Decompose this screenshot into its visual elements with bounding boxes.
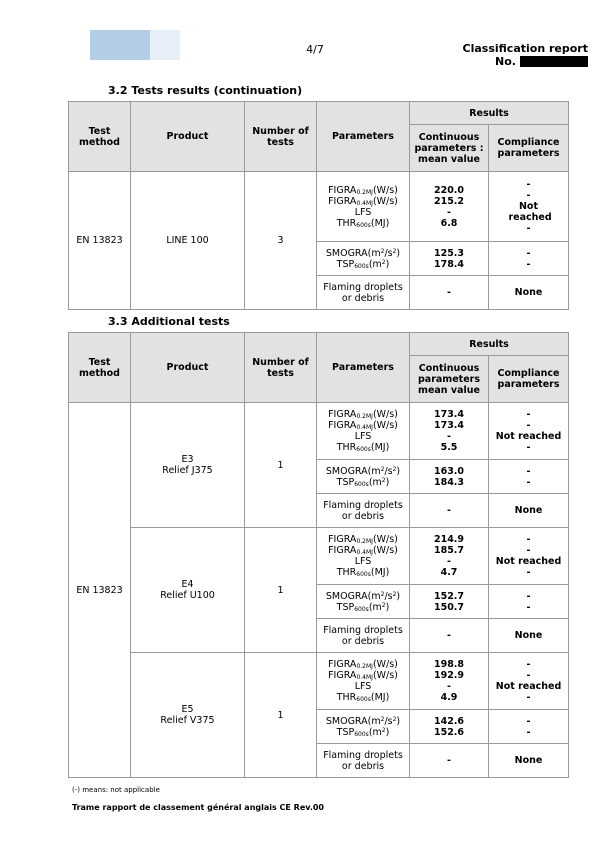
cell-flaming-value: - [410, 494, 489, 528]
header-test-method: Test method [69, 333, 131, 403]
cell-smogra-values: 163.0 184.3 [410, 460, 489, 494]
cell-test-method: EN 13823 [69, 172, 131, 310]
cell-product: E3 Relief J375 [131, 403, 245, 528]
header-continuous: Continuous parameters mean value [410, 356, 489, 403]
cell-figra-compliance: - - Not reached - [489, 528, 569, 585]
cell-product: E5 Relief V375 [131, 653, 245, 778]
cell-number-of-tests: 1 [245, 528, 317, 653]
section-title-results: 3.2 Tests results (continuation) [108, 84, 303, 97]
cell-smogra-parameters: $SMOGRA(m^2/s^2)$ $TSP_{600s}(m^2)$ [317, 710, 410, 744]
cell-smogra-parameters: $SMOGRA(m^2/s^2)$ $TSP_{600s}(m^2)$ [317, 242, 410, 276]
cell-figra-values: 198.8 192.9 - 4.9 [410, 653, 489, 710]
report-no-label: No. [495, 55, 516, 68]
header-number-of-tests: Number of tests [245, 102, 317, 172]
cell-smogra-compliance: - - [489, 710, 569, 744]
template-footer: Trame rapport de classement général anglais CE Rev.00 [72, 803, 324, 812]
cell-figra-values: 173.4 173.4 - 5.5 [410, 403, 489, 460]
cell-figra-values: 214.9 185.7 - 4.7 [410, 528, 489, 585]
cell-smogra-compliance: - - [489, 242, 569, 276]
cell-figra-parameters: $FIGRA_{0.2MJ}(W/s)$ $FIGRA_{0.4MJ}(W/s)$ LFS $THR_{600s}(MJ)$ [317, 403, 410, 460]
page-number: 4/7 [306, 43, 324, 56]
section-title-additional: 3.3 Additional tests [108, 315, 230, 328]
cell-smogra-values: 152.7 150.7 [410, 585, 489, 619]
footnote: (-) means: not applicable [72, 786, 160, 794]
cell-figra-parameters: $FIGRA_{0.2MJ}(W/s)$ $FIGRA_{0.4MJ}(W/s)$ LFS $THR_{600s}(MJ)$ [317, 528, 410, 585]
cell-flaming-value: - [410, 276, 489, 310]
cell-test-method: EN 13823 [69, 403, 131, 778]
header-parameters: Parameters [317, 333, 410, 403]
cell-smogra-parameters: $SMOGRA(m^2/s^2)$ $TSP_{600s}(m^2)$ [317, 585, 410, 619]
cell-figra-parameters: $FIGRA_{0.2MJ}(W/s)$ $FIGRA_{0.4MJ}(W/s)$ LFS $THR_{600s}(MJ)$ [317, 653, 410, 710]
cell-smogra-values: 125.3 178.4 [410, 242, 489, 276]
additional-tests-table [68, 332, 569, 778]
cell-flaming-compliance: None [489, 619, 569, 653]
cell-number-of-tests: 1 [245, 653, 317, 778]
cell-figra-compliance: - - Not reached - [489, 653, 569, 710]
report-title [463, 42, 588, 68]
cell-flaming-compliance: None [489, 494, 569, 528]
cell-flaming-parameter: Flaming droplets or debris [317, 494, 410, 528]
cell-figra-values: 220.0 215.2 - 6.8 [410, 172, 489, 242]
cell-product: LINE 100 [131, 172, 245, 310]
cell-figra-compliance: - - Not reached - [489, 403, 569, 460]
cell-flaming-value: - [410, 619, 489, 653]
results-table [68, 101, 569, 310]
cell-smogra-compliance: - - [489, 460, 569, 494]
header-results: Results [410, 333, 569, 356]
cell-figra-parameters: $FIGRA_{0.2MJ}(W/s)$ $FIGRA_{0.4MJ}(W/s)$ LFS $THR_{600s}(MJ)$ [317, 172, 410, 242]
header-results: Results [410, 102, 569, 125]
cell-flaming-value: - [410, 744, 489, 778]
cell-smogra-compliance: - - [489, 585, 569, 619]
redacted-report-number [520, 56, 588, 67]
cell-flaming-parameter: Flaming droplets or debris [317, 276, 410, 310]
header-product: Product [131, 333, 245, 403]
cell-product: E4 Relief U100 [131, 528, 245, 653]
header-continuous: Continuous parameters : mean value [410, 125, 489, 172]
cell-flaming-compliance: None [489, 276, 569, 310]
header-parameters: Parameters [317, 102, 410, 172]
header-product: Product [131, 102, 245, 172]
header-number-of-tests: Number of tests [245, 333, 317, 403]
cell-flaming-parameter: Flaming droplets or debris [317, 744, 410, 778]
header-test-method: Test method [69, 102, 131, 172]
cell-flaming-parameter: Flaming droplets or debris [317, 619, 410, 653]
cell-flaming-compliance: None [489, 744, 569, 778]
report-title-text: Classification report [462, 42, 588, 55]
cell-smogra-parameters: $SMOGRA(m^2/s^2)$ $TSP_{600s}(m^2)$ [317, 460, 410, 494]
company-logo [90, 30, 180, 60]
cell-number-of-tests: 1 [245, 403, 317, 528]
cell-figra-compliance: - - Not reached - [489, 172, 569, 242]
header-compliance: Compliance parameters [489, 125, 569, 172]
header-compliance: Compliance parameters [489, 356, 569, 403]
cell-number-of-tests: 3 [245, 172, 317, 310]
cell-smogra-values: 142.6 152.6 [410, 710, 489, 744]
